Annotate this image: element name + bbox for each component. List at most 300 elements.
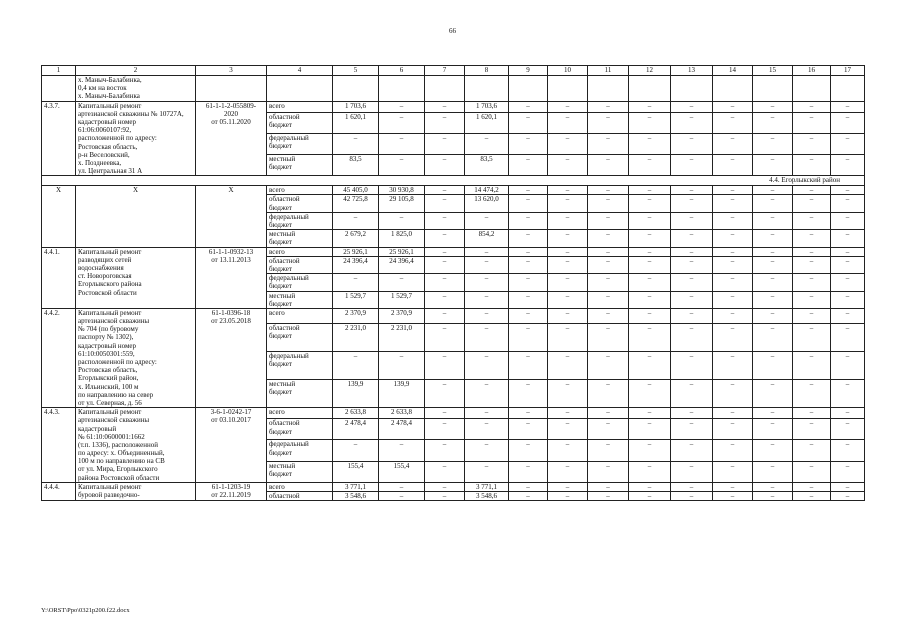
item-id: Х bbox=[42, 186, 76, 247]
amount-dash: – bbox=[671, 308, 713, 323]
amount-dash: – bbox=[509, 408, 548, 419]
amount-dash: – bbox=[509, 440, 548, 461]
amount-dash: – bbox=[671, 291, 713, 308]
item-code-line: от 05.11.2020 bbox=[211, 117, 251, 126]
item-name bbox=[76, 482, 196, 500]
amount-v5: 25 926,1 bbox=[333, 247, 379, 256]
amount-dash: – bbox=[671, 256, 713, 273]
amount-dash: – bbox=[793, 230, 831, 247]
amount-dash: – bbox=[509, 482, 548, 491]
funding-source bbox=[267, 155, 333, 176]
amount-dash: – bbox=[831, 212, 865, 229]
amount-dash: – bbox=[793, 492, 831, 501]
funding-source-line: бюджет bbox=[269, 299, 292, 308]
item-name-line: Капитальный ремонт bbox=[78, 101, 142, 110]
amount-v5: – bbox=[333, 440, 379, 461]
amount-dash: – bbox=[629, 379, 671, 407]
amount-v6: 25 926,1 bbox=[379, 247, 425, 256]
amount-v6: 24 396,4 bbox=[379, 256, 425, 273]
amount-dash: – bbox=[713, 482, 753, 491]
amount-v6: 1 529,7 bbox=[379, 291, 425, 308]
amount-v8: – bbox=[465, 351, 509, 379]
amount-dash: – bbox=[509, 155, 548, 176]
continued-row bbox=[42, 76, 865, 102]
funding-source bbox=[267, 323, 333, 351]
amount-dash: – bbox=[509, 351, 548, 379]
item-id: 4.4.4. bbox=[42, 482, 76, 500]
amount-dash: – bbox=[588, 482, 629, 491]
funding-source-line: федеральный bbox=[269, 133, 309, 142]
continued-name-cell-line: 0,4 км на восток bbox=[78, 84, 127, 93]
empty-cell bbox=[267, 76, 333, 102]
funding-source bbox=[267, 112, 333, 133]
amount-dash: – bbox=[588, 212, 629, 229]
table-row bbox=[42, 247, 865, 256]
amount-v6: – bbox=[379, 133, 425, 154]
amount-v5: 2 679,2 bbox=[333, 230, 379, 247]
item-name-line: ул. Центральная 31 А bbox=[78, 167, 143, 176]
amount-dash: – bbox=[831, 482, 865, 491]
item-code bbox=[196, 186, 267, 247]
funding-source-line: бюджет bbox=[269, 120, 292, 129]
item-name bbox=[76, 186, 196, 247]
amount-dash: – bbox=[509, 230, 548, 247]
item-name-line: разводящих сетей bbox=[78, 255, 132, 264]
item-name-line: х. Позднеевка, bbox=[78, 158, 122, 167]
item-name-line: 61:10:0050301:559, bbox=[78, 349, 135, 358]
amount-dash: – bbox=[509, 112, 548, 133]
amount-v8: – bbox=[465, 379, 509, 407]
amount-dash: – bbox=[548, 212, 588, 229]
item-name-line: 100 м по направлению на СВ bbox=[78, 457, 165, 466]
funding-source-line: бюджет bbox=[269, 282, 292, 291]
empty-cell bbox=[509, 76, 548, 102]
item-name-line: расположенной по адресу: bbox=[78, 358, 157, 366]
table-row bbox=[42, 186, 865, 195]
amount-dash: – bbox=[548, 461, 588, 482]
item-code-line: Х bbox=[228, 186, 234, 195]
amount-dash: – bbox=[793, 461, 831, 482]
amount-v6: 29 105,8 bbox=[379, 195, 425, 212]
column-number: 8 bbox=[465, 66, 509, 76]
item-name-line: х. Ильинский, 100 м bbox=[78, 382, 139, 391]
amount-dash: – bbox=[588, 323, 629, 351]
amount-dash: – bbox=[793, 274, 831, 291]
empty-cell bbox=[465, 76, 509, 102]
amount-dash: – bbox=[509, 291, 548, 308]
item-code-line: 2020 bbox=[224, 109, 238, 118]
amount-dash: – bbox=[753, 419, 793, 440]
item-name bbox=[76, 101, 196, 176]
amount-dash: – bbox=[629, 155, 671, 176]
amount-dash: – bbox=[509, 379, 548, 407]
amount-v7: – bbox=[425, 155, 465, 176]
amount-v6: – bbox=[379, 440, 425, 461]
section-title: 4.4. Егорлыкский район bbox=[42, 176, 865, 186]
amount-dash: – bbox=[753, 482, 793, 491]
amount-dash: – bbox=[831, 133, 865, 154]
item-code-line: от 03.10.2017 bbox=[211, 416, 251, 425]
amount-dash: – bbox=[588, 274, 629, 291]
column-number: 2 bbox=[76, 66, 196, 76]
item-code bbox=[196, 308, 267, 407]
item-name-line: ст. Новороговская bbox=[78, 272, 132, 281]
amount-v7: – bbox=[425, 112, 465, 133]
amount-dash: – bbox=[831, 256, 865, 273]
amount-dash: – bbox=[548, 379, 588, 407]
amount-dash: – bbox=[671, 186, 713, 195]
amount-dash: – bbox=[629, 461, 671, 482]
amount-v5: 83,5 bbox=[333, 155, 379, 176]
funding-source-line: местный bbox=[269, 155, 296, 164]
funding-source bbox=[267, 419, 333, 440]
amount-dash: – bbox=[671, 408, 713, 419]
funding-source-line: бюджет bbox=[269, 331, 292, 340]
amount-v7: – bbox=[425, 133, 465, 154]
amount-dash: – bbox=[629, 101, 671, 112]
amount-dash: – bbox=[753, 101, 793, 112]
amount-v6: 1 825,0 bbox=[379, 230, 425, 247]
amount-dash: – bbox=[548, 133, 588, 154]
amount-dash: – bbox=[509, 247, 548, 256]
amount-v5: 139,9 bbox=[333, 379, 379, 407]
item-code bbox=[196, 408, 267, 483]
amount-dash: – bbox=[793, 351, 831, 379]
funding-source-line: бюджет bbox=[269, 360, 292, 369]
amount-dash: – bbox=[588, 101, 629, 112]
amount-v7: – bbox=[425, 461, 465, 482]
amount-dash: – bbox=[588, 419, 629, 440]
funding-source bbox=[267, 492, 333, 501]
funding-source bbox=[267, 212, 333, 229]
amount-dash: – bbox=[671, 195, 713, 212]
amount-dash: – bbox=[548, 186, 588, 195]
amount-dash: – bbox=[831, 323, 865, 351]
amount-dash: – bbox=[831, 492, 865, 501]
empty-cell bbox=[793, 76, 831, 102]
item-name-line: водоснабжения bbox=[78, 263, 124, 272]
amount-v6: – bbox=[379, 274, 425, 291]
item-name-line: по направлению на север bbox=[78, 390, 154, 399]
amount-dash: – bbox=[713, 440, 753, 461]
page-number: 66 bbox=[449, 27, 456, 35]
amount-dash: – bbox=[548, 440, 588, 461]
amount-v7: – bbox=[425, 186, 465, 195]
funding-source bbox=[267, 230, 333, 247]
amount-dash: – bbox=[671, 379, 713, 407]
continued-name-cell-line: х. Маныч-Балабинка, bbox=[78, 76, 142, 84]
amount-dash: – bbox=[713, 379, 753, 407]
column-number: 3 bbox=[196, 66, 267, 76]
item-code-line: 61-1-1-2-055809- bbox=[205, 101, 257, 110]
amount-v7: – bbox=[425, 323, 465, 351]
amount-dash: – bbox=[588, 133, 629, 154]
item-name-line: буровой разведочно- bbox=[78, 491, 140, 499]
continued-name-cell bbox=[76, 76, 196, 102]
amount-dash: – bbox=[793, 155, 831, 176]
funding-source-line: бюджет bbox=[269, 203, 292, 212]
amount-v8: – bbox=[465, 212, 509, 229]
funding-source-line: областной bbox=[269, 419, 300, 428]
amount-dash: – bbox=[671, 440, 713, 461]
amount-dash: – bbox=[831, 291, 865, 308]
budget-table bbox=[41, 65, 865, 501]
amount-dash: – bbox=[753, 247, 793, 256]
amount-v8: – bbox=[465, 274, 509, 291]
amount-dash: – bbox=[713, 155, 753, 176]
amount-dash: – bbox=[548, 112, 588, 133]
amount-dash: – bbox=[548, 308, 588, 323]
item-name-line: кадастровый bbox=[78, 424, 117, 433]
empty-cell bbox=[42, 76, 76, 102]
amount-dash: – bbox=[831, 274, 865, 291]
amount-v5: 3 771,1 bbox=[333, 482, 379, 491]
amount-dash: – bbox=[509, 195, 548, 212]
amount-dash: – bbox=[793, 256, 831, 273]
amount-dash: – bbox=[831, 112, 865, 133]
amount-dash: – bbox=[753, 440, 793, 461]
amount-v8: – bbox=[465, 247, 509, 256]
amount-dash: – bbox=[629, 408, 671, 419]
funding-source bbox=[267, 256, 333, 273]
amount-dash: – bbox=[713, 212, 753, 229]
column-number: 13 bbox=[671, 66, 713, 76]
amount-dash: – bbox=[588, 247, 629, 256]
funding-source-line: бюджет bbox=[269, 221, 292, 229]
funding-source bbox=[267, 408, 333, 419]
amount-v8: – bbox=[465, 440, 509, 461]
amount-dash: – bbox=[713, 133, 753, 154]
empty-cell bbox=[548, 76, 588, 102]
amount-dash: – bbox=[588, 291, 629, 308]
funding-source-line: всего bbox=[269, 186, 285, 195]
funding-source bbox=[267, 186, 333, 195]
amount-v7: – bbox=[425, 482, 465, 491]
funding-source-line: бюджет bbox=[269, 469, 292, 478]
empty-cell bbox=[196, 76, 267, 102]
amount-dash: – bbox=[671, 274, 713, 291]
amount-dash: – bbox=[713, 419, 753, 440]
amount-dash: – bbox=[831, 308, 865, 323]
amount-dash: – bbox=[713, 291, 753, 308]
amount-dash: – bbox=[629, 482, 671, 491]
amount-v7: – bbox=[425, 408, 465, 419]
amount-v6: 2 478,4 bbox=[379, 419, 425, 440]
amount-dash: – bbox=[509, 274, 548, 291]
amount-dash: – bbox=[671, 492, 713, 501]
amount-v7: – bbox=[425, 256, 465, 273]
funding-source-line: местный bbox=[269, 379, 296, 388]
amount-dash: – bbox=[831, 247, 865, 256]
item-name-line: Капитальный ремонт bbox=[78, 308, 142, 317]
amount-dash: – bbox=[753, 230, 793, 247]
amount-v8: – bbox=[465, 408, 509, 419]
item-code-line: 61-1-1203-19 bbox=[211, 482, 251, 491]
amount-dash: – bbox=[713, 274, 753, 291]
item-name-line: расположенной по адресу: bbox=[78, 134, 157, 143]
item-name-line: кадастровый номер bbox=[78, 117, 136, 126]
amount-v8: – bbox=[465, 291, 509, 308]
amount-dash: – bbox=[713, 351, 753, 379]
amount-dash: – bbox=[548, 419, 588, 440]
amount-v7: – bbox=[425, 230, 465, 247]
funding-source-line: всего bbox=[269, 247, 285, 256]
amount-dash: – bbox=[753, 492, 793, 501]
funding-source-line: федеральный bbox=[269, 212, 309, 221]
amount-v5: 2 478,4 bbox=[333, 419, 379, 440]
item-name-line: 61:06:0060107:92, bbox=[78, 126, 132, 135]
item-code-line: от 23.05.2018 bbox=[211, 317, 251, 326]
item-code bbox=[196, 101, 267, 176]
item-name-line: паспорту № 1302), bbox=[78, 333, 134, 342]
item-code-line: от 22.11.2019 bbox=[211, 491, 251, 499]
amount-dash: – bbox=[713, 461, 753, 482]
amount-dash: – bbox=[713, 230, 753, 247]
amount-v7: – bbox=[425, 291, 465, 308]
amount-dash: – bbox=[753, 155, 793, 176]
amount-dash: – bbox=[548, 492, 588, 501]
amount-v7: – bbox=[425, 379, 465, 407]
amount-v5: 1 620,1 bbox=[333, 112, 379, 133]
column-number: 4 bbox=[267, 66, 333, 76]
amount-v6: 2 231,0 bbox=[379, 323, 425, 351]
amount-dash: – bbox=[753, 461, 793, 482]
item-name-line: по адресу: х. Объединенный, bbox=[78, 449, 165, 458]
funding-source bbox=[267, 274, 333, 291]
amount-v5: 2 633,8 bbox=[333, 408, 379, 419]
item-code-line: 61-1-1-0932-13 bbox=[208, 247, 254, 256]
item-name-line: № 61:10:0600001:1662 bbox=[78, 432, 145, 441]
amount-dash: – bbox=[793, 408, 831, 419]
amount-dash: – bbox=[671, 461, 713, 482]
amount-dash: – bbox=[713, 492, 753, 501]
item-name-line: Ростовской области bbox=[78, 288, 137, 297]
amount-dash: – bbox=[753, 291, 793, 308]
amount-dash: – bbox=[793, 212, 831, 229]
empty-cell bbox=[379, 76, 425, 102]
amount-dash: – bbox=[793, 112, 831, 133]
funding-source-line: всего bbox=[269, 101, 285, 110]
item-name-line: Х bbox=[132, 186, 139, 195]
amount-dash: – bbox=[671, 155, 713, 176]
empty-cell bbox=[588, 76, 629, 102]
amount-v5: 2 370,9 bbox=[333, 308, 379, 323]
item-name-line: артезианской скважины bbox=[78, 416, 150, 425]
amount-dash: – bbox=[713, 101, 753, 112]
funding-source-line: всего bbox=[269, 408, 285, 417]
amount-dash: – bbox=[753, 379, 793, 407]
item-name-line: кадастровый номер bbox=[78, 341, 136, 350]
empty-cell bbox=[713, 76, 753, 102]
amount-v5: 24 396,4 bbox=[333, 256, 379, 273]
amount-dash: – bbox=[588, 408, 629, 419]
amount-dash: – bbox=[793, 379, 831, 407]
amount-dash: – bbox=[713, 408, 753, 419]
amount-dash: – bbox=[713, 247, 753, 256]
funding-source-line: федеральный bbox=[269, 440, 309, 449]
funding-source-line: бюджет bbox=[269, 427, 292, 436]
amount-dash: – bbox=[548, 101, 588, 112]
funding-source-line: областной bbox=[269, 492, 300, 500]
amount-v7: – bbox=[425, 247, 465, 256]
amount-dash: – bbox=[629, 274, 671, 291]
amount-dash: – bbox=[671, 212, 713, 229]
amount-v5: 1 529,7 bbox=[333, 291, 379, 308]
amount-v6: 2 370,9 bbox=[379, 308, 425, 323]
column-number: 17 bbox=[831, 66, 865, 76]
amount-v8: – bbox=[465, 323, 509, 351]
funding-source bbox=[267, 351, 333, 379]
amount-dash: – bbox=[753, 112, 793, 133]
table-row bbox=[42, 408, 865, 419]
amount-v7: – bbox=[425, 274, 465, 291]
amount-v8: – bbox=[465, 256, 509, 273]
amount-dash: – bbox=[629, 247, 671, 256]
amount-dash: – bbox=[793, 186, 831, 195]
funding-source-line: бюджет bbox=[269, 388, 292, 397]
amount-dash: – bbox=[509, 492, 548, 501]
amount-dash: – bbox=[629, 492, 671, 501]
amount-dash: – bbox=[831, 419, 865, 440]
amount-dash: – bbox=[629, 351, 671, 379]
funding-source-line: бюджет bbox=[269, 163, 292, 172]
amount-dash: – bbox=[753, 308, 793, 323]
amount-dash: – bbox=[548, 195, 588, 212]
amount-dash: – bbox=[588, 155, 629, 176]
funding-source-line: бюджет bbox=[269, 448, 292, 457]
amount-dash: – bbox=[671, 482, 713, 491]
amount-dash: – bbox=[588, 461, 629, 482]
empty-cell bbox=[671, 76, 713, 102]
amount-dash: – bbox=[509, 419, 548, 440]
amount-v6: – bbox=[379, 482, 425, 491]
amount-v7: – bbox=[425, 351, 465, 379]
amount-dash: – bbox=[671, 351, 713, 379]
item-name-line: от ул. Мира, Егорлыкского bbox=[78, 465, 158, 474]
amount-dash: – bbox=[831, 440, 865, 461]
amount-dash: – bbox=[831, 186, 865, 195]
amount-dash: – bbox=[509, 308, 548, 323]
amount-v6: 2 633,8 bbox=[379, 408, 425, 419]
item-name-line: Ростовская область, bbox=[78, 366, 138, 375]
amount-v6: – bbox=[379, 212, 425, 229]
funding-source bbox=[267, 440, 333, 461]
amount-dash: – bbox=[793, 247, 831, 256]
amount-v5: – bbox=[333, 133, 379, 154]
item-id: 4.3.7. bbox=[42, 101, 76, 176]
amount-dash: – bbox=[793, 291, 831, 308]
amount-dash: – bbox=[629, 195, 671, 212]
amount-v6: – bbox=[379, 101, 425, 112]
amount-dash: – bbox=[588, 112, 629, 133]
item-code-line: от 13.11.2013 bbox=[211, 255, 251, 264]
amount-v6: 30 930,8 bbox=[379, 186, 425, 195]
amount-dash: – bbox=[548, 274, 588, 291]
amount-v8: 1 703,6 bbox=[465, 101, 509, 112]
amount-dash: – bbox=[548, 155, 588, 176]
amount-v7: – bbox=[425, 101, 465, 112]
item-id: 4.4.3. bbox=[42, 408, 76, 483]
funding-source-line: бюджет bbox=[269, 264, 292, 273]
column-number: 6 bbox=[379, 66, 425, 76]
amount-v5: 155,4 bbox=[333, 461, 379, 482]
amount-dash: – bbox=[831, 408, 865, 419]
amount-v5: – bbox=[333, 351, 379, 379]
column-number: 1 bbox=[42, 66, 76, 76]
amount-dash: – bbox=[831, 155, 865, 176]
amount-v8: 3 548,6 bbox=[465, 492, 509, 501]
amount-v6: – bbox=[379, 155, 425, 176]
